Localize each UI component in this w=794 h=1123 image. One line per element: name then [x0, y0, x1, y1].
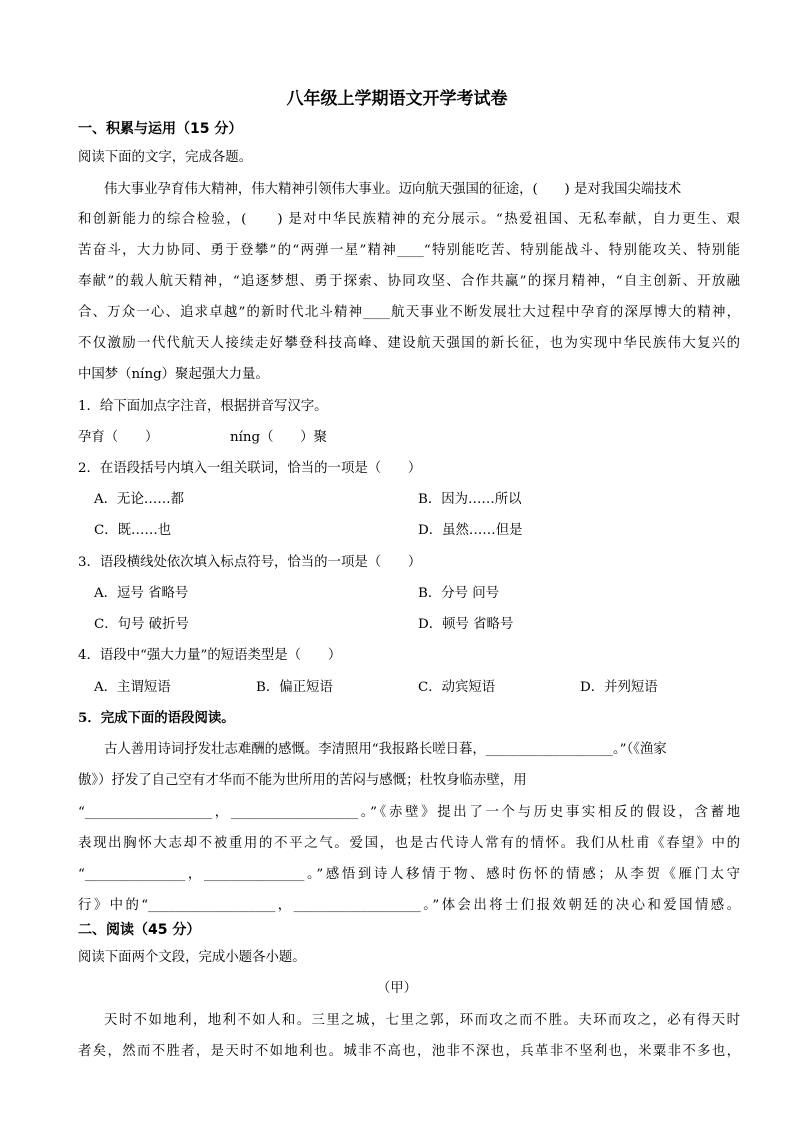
question-4-option-c: C．动宾短语: [418, 680, 496, 695]
section1-instruction: 阅读下面的文字，完成各题。: [78, 150, 253, 165]
question-3-option-b: B．分号 问号: [418, 586, 500, 601]
question-4-option-b: B．偏正短语: [256, 680, 333, 695]
passage-line: 中国梦（níng）聚起强大力量。: [78, 367, 269, 382]
passage-line: 伟大事业孕育伟大精神，伟大精神引领伟大事业。迈向航天强国的征途，( ) 是对我国尖端技术: [104, 182, 682, 197]
passage-line: 天时不如地利，地利不如人和。三里之城，七里之郭，环而攻之而不胜。夫环而攻之，必有得天时: [104, 1013, 740, 1028]
question-2-option-a: A．无论……都: [94, 492, 185, 507]
question-5-line: 傲》）抒发了自己空有才华而不能为世所用的苦闷与感慨；杜牧身临赤壁，用: [78, 773, 527, 788]
passage-line: 苦奋斗，大力协同、勇于登攀”的“两弹一星”精神____“特别能吃苦、特别能战斗、特别能攻关、特别能: [78, 243, 740, 258]
question-3-option-d: D．顿号 省略号: [418, 617, 514, 632]
question-5-line: 表现出胸怀大志却不被重用的不平之气。爱国，也是古代诗人常有的情怀。我们从杜甫《春望》中的: [78, 836, 740, 851]
section2-instruction: 阅读下面两个文段，完成小题各小题。: [78, 950, 306, 965]
question-5-stem: 5．完成下面的语段阅读。: [78, 710, 235, 726]
question-4-option-d: D．并列短语: [580, 680, 658, 695]
question-3-stem: 3．语段横线处依次填入标点符号，恰当的一项是（ ）: [78, 555, 422, 570]
question-2-stem: 2．在语段括号内填入一组关联词，恰当的一项是（ ）: [78, 461, 422, 476]
question-1-part-b: níng（ ）聚: [230, 430, 328, 445]
section1-heading: 一、积累与运用（15 分）: [78, 121, 243, 137]
question-5-line: 行》中的“___________________，___________________。”体会出将士们报效朝廷的决心和爱国情感。: [78, 898, 740, 913]
section2-heading: 二、阅读（45 分）: [78, 922, 201, 938]
question-1-stem: 1．给下面加点字注音，根据拼音写汉字。: [78, 399, 328, 414]
question-4-stem: 4．语段中“强大力量”的短语类型是（ ）: [78, 648, 342, 663]
passage-line: 不仅激励一代代航天人接续走好攀登科技高峰、建设航天强国的新长征，也为实现中华民族伟大复兴的: [78, 336, 740, 351]
passage-line: 合、万众一心、追求卓越”的新时代北斗精神____航天事业不断发展壮大过程中孕育的深厚博大的精神，: [78, 305, 740, 320]
question-2-option-b: B．因为……所以: [418, 492, 522, 507]
question-3-option-a: A．逗号 省略号: [94, 586, 189, 601]
question-1-part-a: 孕育（ ）: [78, 430, 159, 445]
question-2-option-c: C．既……也: [94, 523, 172, 538]
passage-line: 和创新能力的综合检验，( ) 是对中华民族精神的充分展示。“热爱祖国、无私奉献，自力更生、艰: [78, 212, 740, 227]
question-3-option-c: C．句号 破折号: [94, 617, 189, 632]
question-5-line: “___________________，___________________。”《赤壁》提出了一个与历史事实相反的假设，含蓄地: [78, 805, 740, 820]
passage-subtitle: （甲）: [376, 981, 418, 996]
exam-title: 八年级上学期语文开学考试卷: [286, 89, 508, 109]
question-5-line: 古人善用诗词抒发壮志难酬的感慨。李清照用“我报路长嗟日暮，___________________。”（《渔家: [104, 742, 667, 757]
passage-line: 奉献”的载人航天精神，“追逐梦想、勇于探索、协同攻坚、合作共赢”的探月精神，“自主创新、开放融: [78, 274, 740, 289]
passage-line: 者矣，然而不胜者，是天时不如地利也。城非不高也，池非不深也，兵革非不坚利也，米粟非不多也，: [78, 1044, 740, 1059]
question-5-line: “_______________，_______________。”感悟到诗人移情于物、感时伤怀的情感；从李贺《雁门太守: [78, 867, 740, 882]
question-2-option-d: D．虽然……但是: [418, 523, 523, 538]
question-4-option-a: A．主谓短语: [94, 680, 171, 695]
